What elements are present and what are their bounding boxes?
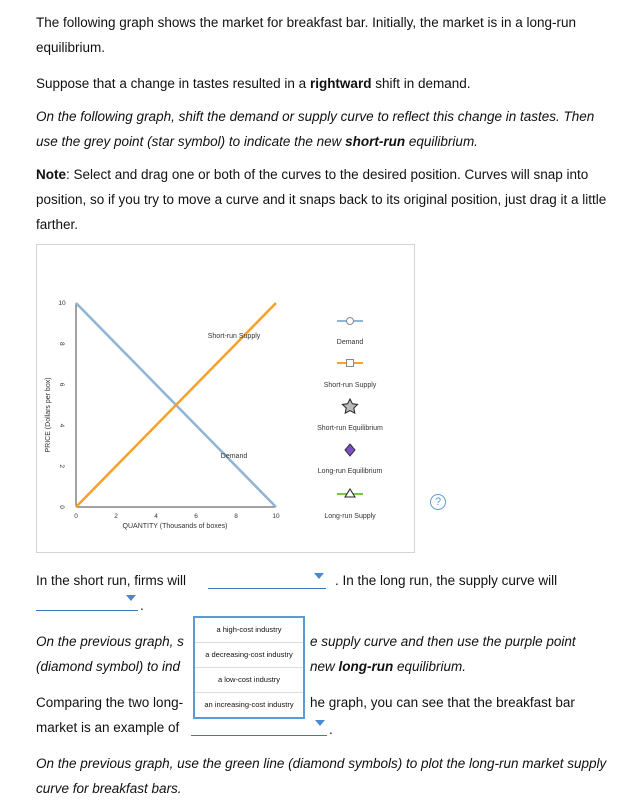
q2-right-line1: e supply curve and then use the purple point <box>310 634 576 649</box>
x-tick-labels <box>74 513 280 520</box>
demand-curve-label: Demand <box>220 453 248 460</box>
dropdown-option[interactable]: a high-cost industry <box>195 618 303 643</box>
y-tick-label: 4 <box>58 423 65 428</box>
chevron-down-icon <box>314 573 324 579</box>
x-tick-label: 8 <box>234 513 238 520</box>
q3-right: he graph, you can see that the breakfast bar <box>310 695 575 710</box>
q2-left-line2: (diamond symbol) to ind <box>36 659 181 674</box>
x-tick-label: 2 <box>114 513 118 520</box>
instruction-text: On the following graph, shift the demand or supply curve to reflect this change in tastes. Then use the grey point (star symbol) to indicate the new short-run equilibrium. <box>36 109 595 149</box>
final-instruction: On the previous graph, use the green line (diamond symbols) to plot the long-run market supply curve for breakfast bars. <box>36 756 607 796</box>
x-tick-label: 6 <box>194 513 198 520</box>
q3-line2: market is an example of <box>36 720 180 735</box>
y-tick-label: 2 <box>58 464 65 469</box>
diamond-icon <box>345 444 355 456</box>
x-tick-label: 0 <box>74 513 78 520</box>
q3-end: . <box>329 722 333 737</box>
legend-long-run-equilibrium-tool[interactable] <box>318 444 383 475</box>
legend-long-run-supply-label: Long-run Supply <box>324 513 376 520</box>
q2-left-line1: On the previous graph, s <box>36 634 184 649</box>
x-tick-label: 10 <box>272 513 280 520</box>
y-tick-label: 10 <box>58 300 66 307</box>
y-tick-label: 8 <box>58 341 65 346</box>
y-axis-label: PRICE (Dollars per box) <box>45 377 52 453</box>
suppose-text: Suppose that a change in tastes resulted in a rightward shift in demand. <box>36 76 471 91</box>
y-tick-labels <box>58 300 66 509</box>
dropdown-option[interactable]: a decreasing-cost industry <box>195 643 303 668</box>
q3-left: Comparing the two long- <box>36 695 184 710</box>
industry-dropdown[interactable] <box>191 717 327 736</box>
legend-long-run-equilibrium-label: Long-run Equilibrium <box>317 468 383 475</box>
market-graph <box>37 245 416 554</box>
industry-dropdown-menu <box>193 616 305 719</box>
help-icon[interactable]: ? <box>430 494 446 510</box>
supply-curve-dropdown[interactable] <box>36 592 138 611</box>
y-tick-label: 6 <box>58 382 65 387</box>
q1-end: . <box>140 598 144 613</box>
dropdown-option[interactable]: a low-cost industry <box>195 668 303 693</box>
q1-prefix: In the short run, firms will <box>36 573 187 588</box>
y-tick-label: 0 <box>58 505 65 509</box>
x-tick-label: 4 <box>154 513 158 520</box>
legend-supply-label: Short-run Supply <box>323 382 377 389</box>
legend-demand-label: Demand <box>336 339 364 346</box>
chevron-down-icon <box>315 720 325 726</box>
chevron-down-icon <box>126 595 136 601</box>
q1-middle: . In the long run, the supply curve will <box>335 573 558 588</box>
legend-short-run-equilibrium-label: Short-run Equilibrium <box>317 425 383 432</box>
star-icon <box>342 399 357 413</box>
x-axis-label: QUANTITY (Thousands of boxes) <box>122 523 228 530</box>
legend-supply-tool[interactable] <box>324 360 377 390</box>
q2-right-line2: new long-run equilibrium. <box>310 659 467 674</box>
dropdown-option[interactable]: an increasing-cost industry <box>204 700 294 709</box>
supply-curve-label: Short-run Supply <box>207 333 261 340</box>
legend-short-run-equilibrium-tool[interactable] <box>317 399 383 432</box>
firms-dropdown[interactable] <box>208 570 326 589</box>
legend-demand-tool[interactable] <box>337 318 364 347</box>
legend-long-run-supply-tool[interactable] <box>324 489 376 520</box>
graph-panel <box>36 244 442 553</box>
note-text: Note: Select and drag one or both of the curves to the desired position. Curves will snap into position, so if you try to move a curve and it snaps back to its original position, just drag it a little farther. <box>36 167 607 232</box>
intro-text: The following graph shows the market for breakfast bar. Initially, the market is in a long-run equilibrium. <box>36 15 577 55</box>
